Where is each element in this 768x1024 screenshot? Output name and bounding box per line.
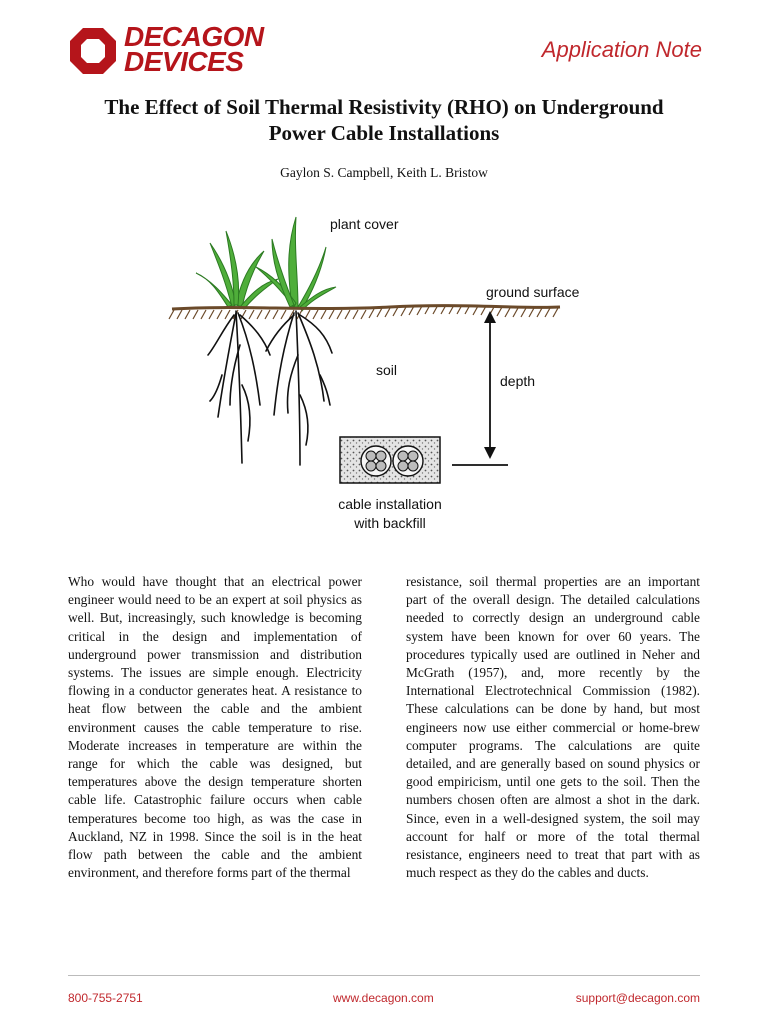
soil-cable-diagram — [160, 205, 620, 545]
backfill-label: with backfill — [354, 515, 426, 531]
page-title — [40, 94, 728, 146]
footer-divider — [68, 975, 700, 976]
authors: Gaylon S. Campbell, Keith L. Bristow — [280, 165, 488, 180]
logo-wordmark — [124, 21, 264, 77]
ground-surface-line — [169, 305, 560, 319]
plant-cover-label: plant cover — [330, 216, 399, 232]
title-line-2: Power Cable Installations — [268, 121, 500, 145]
decagon-logo — [66, 21, 264, 80]
ground-surface-label: ground surface — [486, 284, 580, 300]
body-column-left: Who would have thought that an electrical power engineer would need to be an expert at soil physics as well. But, increasingly, such knowledge is becoming critical in the design and implementation of underground power transmission and distribution systems. The issues are simple enough. Electricity flowing in a conductor generates heat. A resistance to heat flow between the cable and the ambient environment causes the cable temperature to rise. Moderate increases in temperature are within the range for which the cable was designed, but temperatures above the design temperature shorten cable life. Catastrophic failure occurs when cable temperatures become too high, as was the case in Auckland, NZ in 1998. Since the soil is in the heat flow path between the cable and the ambient environment, and therefore forms part of the thermal — [68, 574, 362, 881]
depth-label: depth — [500, 373, 536, 389]
logo-line-decagon: DECAGON — [124, 21, 264, 52]
application-note-label: Application Note — [541, 37, 702, 62]
cable-installation-illustration — [340, 437, 440, 483]
decagon-logo-icon — [68, 26, 118, 76]
title-line-1: The Effect of Soil Thermal Resistivity (RHO) on Underground — [104, 95, 664, 119]
body-column-right: resistance, soil thermal properties are an important part of the overall design. The detailed calculations needed to correctly design an underground cable system have been known for over 60 years. The procedures typically used are outlined in Neher and McGrath (1957), and, more recently by the International Electrotechnical Commission (1982). These calculations can be done by hand, but most engineers now use either commercial or home-brew computer programs. The calculations are quite detailed, and are generally based on sound physics or good empiricism, until one gets to the soil. Then the numbers chosen often are almost a shot in the dark. Since, even in a well-designed system, the soil may account for half or more of the total thermal resistance, engineers need to treat that part with as much respect as they do the cables and ducts. — [406, 574, 700, 881]
cable-installation-label: cable installation — [338, 496, 442, 512]
plant-cover-illustration — [196, 217, 336, 311]
plant-roots-illustration — [208, 311, 332, 465]
footer-email-link[interactable]: support@decagon.com — [575, 991, 700, 1005]
logo-line-devices: DEVICES — [124, 46, 244, 77]
soil-label: soil — [376, 362, 398, 378]
footer-website-link[interactable]: www.decagon.com — [333, 991, 434, 1005]
footer-phone: 800-755-2751 — [68, 991, 143, 1005]
